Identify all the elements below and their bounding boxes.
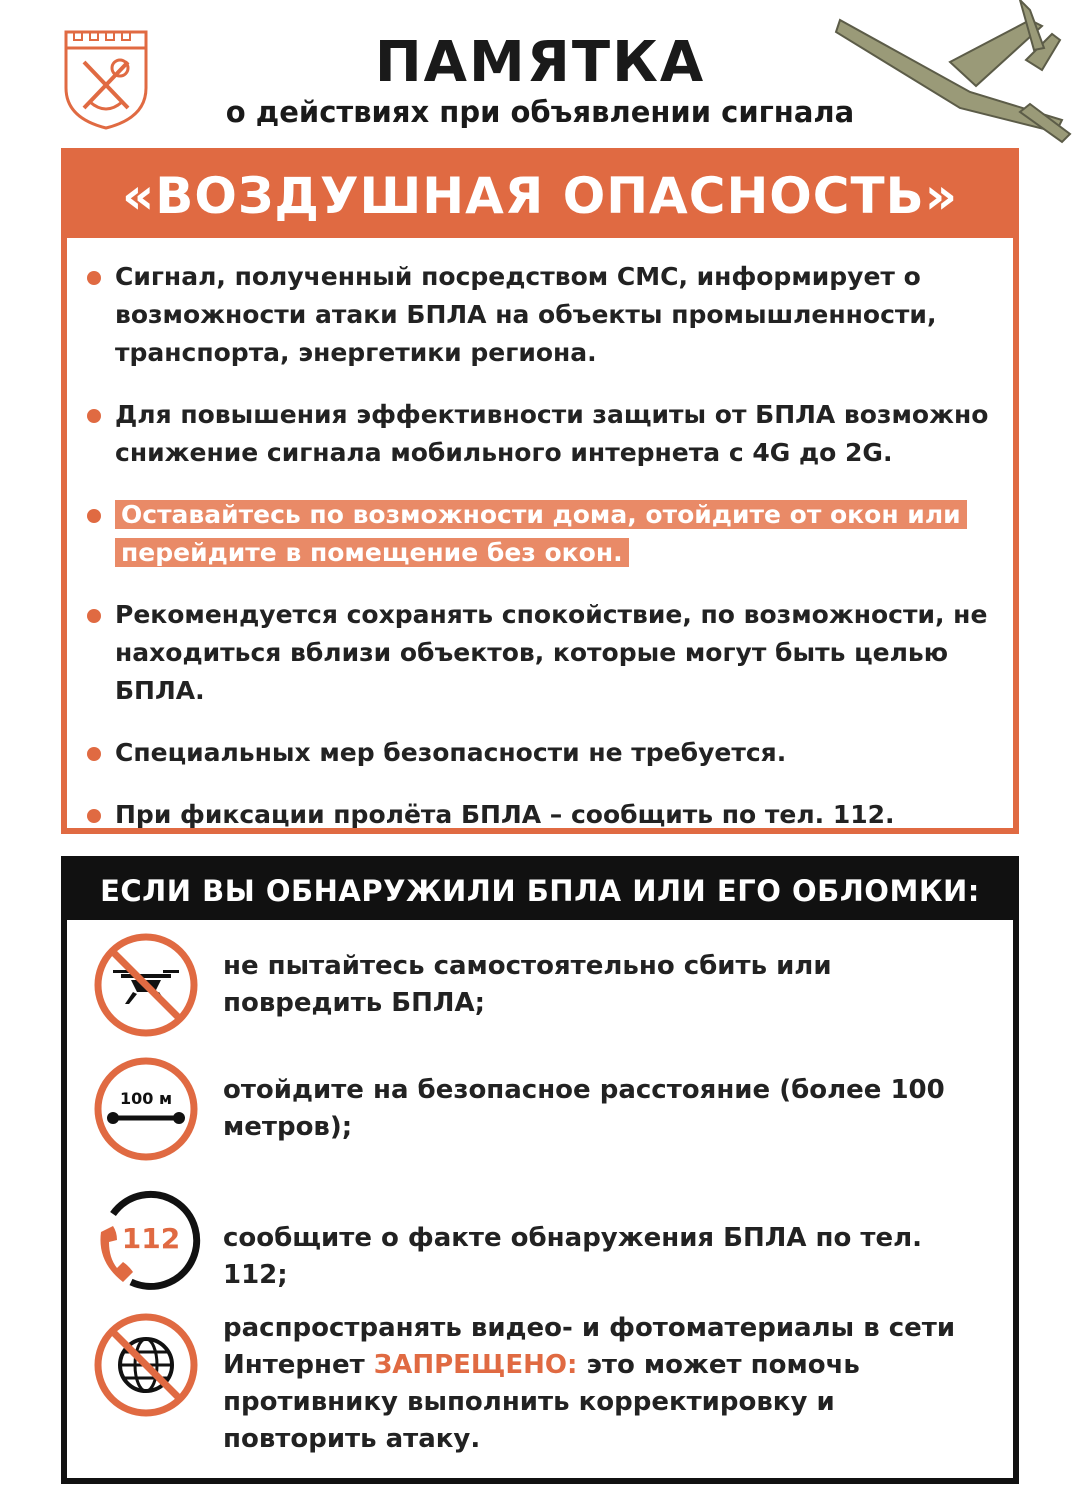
alert-bullet-no-measures [67, 734, 993, 772]
uav-item-text-part: это может помочь противнику выполнить корректировку и повторить атаку. [223, 1350, 860, 1454]
alert-bullet-sms [67, 258, 993, 372]
bullet-text: При фиксации пролёта БПЛА – сообщить по тел. 112. [115, 800, 895, 829]
header [0, 0, 1080, 150]
bullet-dot-icon [87, 809, 101, 823]
drone-illustration-icon [830, 0, 1080, 150]
page-title: ПАМЯТКА [374, 30, 706, 95]
forbidden-label: ЗАПРЕЩЕНО: [373, 1350, 578, 1380]
uav-item-text: сообщите о факте обнаружения БПЛА по тел. 112; [223, 1223, 923, 1290]
bullet-dot-icon [87, 409, 101, 423]
bullet-dot-icon [87, 609, 101, 623]
alert-bullet-stay-home [67, 496, 993, 572]
bullet-text: Для повышения эффективности защиты от БПЛА возможно снижение сигнала мобильного интернета с 4G до 2G. [115, 400, 989, 467]
bullet-text: Рекомендуется сохранять спокойствие, по возможности, не находиться вблизи объектов, которые могут быть целью БПЛА. [115, 600, 988, 705]
phone-112-icon [91, 1184, 201, 1294]
bullet-dot-icon [87, 509, 101, 523]
alert-bullet-internet [67, 396, 993, 472]
uav-item-text [223, 1310, 989, 1458]
coat-of-arms-icon [60, 26, 152, 132]
uav-item-text: не пытайтесь самостоятельно сбить или повредить БПЛА; [223, 951, 832, 1018]
bullet-dot-icon [87, 271, 101, 285]
uav-item-text-part: распространять видео- и фотоматериалы в сети Интернет [223, 1313, 956, 1380]
no-drone-icon [91, 930, 201, 1040]
alert-title: «ВОЗДУШНАЯ ОПАСНОСТЬ» [67, 154, 1013, 238]
bullet-dot-icon [87, 747, 101, 761]
bullet-text: Специальных мер безопасности не требуется. [115, 738, 787, 767]
alert-bullet-calm [67, 596, 993, 710]
uav-item-text: отойдите на безопасное расстояние (более 100 метров); [223, 1075, 945, 1142]
bullet-text-highlighted: Оставайтесь по возможности дома, отойдите от окон или перейдите в помещение без окон. [115, 500, 967, 567]
distance-icon-label: 100 м [119, 1089, 173, 1108]
phone-icon-label: 112 [121, 1222, 181, 1255]
uav-section-title: ЕСЛИ ВЫ ОБНАРУЖИЛИ БПЛА ИЛИ ЕГО ОБЛОМКИ: [67, 862, 1013, 920]
alert-bullet-report [67, 796, 993, 834]
uav-found-section [61, 856, 1019, 1484]
bullet-text: Сигнал, полученный посредством СМС, информирует о возможности атаки БПЛА на объекты промышленности, транспорта, энергетики региона. [115, 262, 937, 367]
distance-icon [91, 1054, 201, 1164]
page-subtitle: о действиях при объявлении сигнала [225, 95, 855, 129]
no-internet-icon [91, 1310, 201, 1420]
air-alert-section [61, 148, 1019, 834]
alert-bullet-list [67, 238, 1013, 834]
